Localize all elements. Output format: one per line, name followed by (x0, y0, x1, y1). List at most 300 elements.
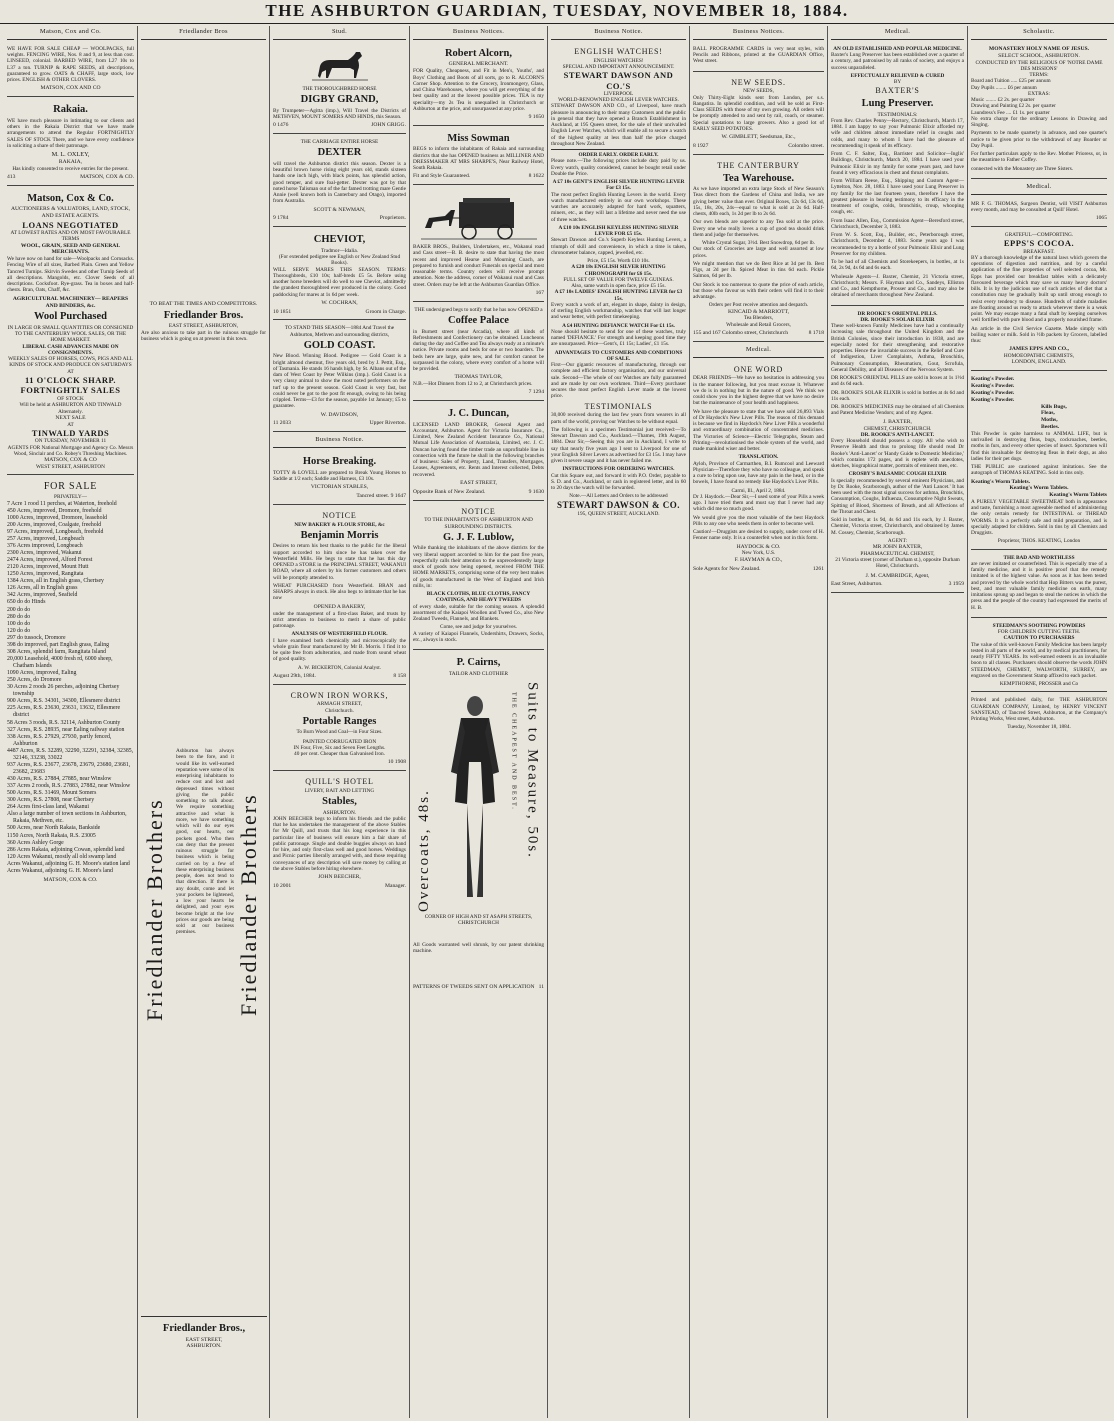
sale-lot: 225 Acres, R.S. 23630, 23631, 13632, Ellesmere district (7, 705, 121, 719)
sale-lot: 297 do tussock, Dromore (7, 634, 66, 641)
ad-haydock: HAYDOCK & CO. (736, 543, 781, 550)
ad-body3: Come, see and judge for yourselves. (440, 624, 517, 631)
ad-order-body: Please note.—The following prices include duty paid by us. Every watch, quality considered, cannot be bought retail under Double the Price. (551, 158, 686, 177)
ad-kempthorne: KEMPTHORNE, PROSSER and Co (999, 681, 1079, 688)
ad-sig: KINCAID & MARRIOTT, (728, 308, 789, 315)
cheviot-ad (273, 229, 406, 320)
ad-sig: W. GIMBLETT, Seedsman, Etc., (721, 134, 796, 141)
ladies-body: Every watch a work of art, elegant in shape, dainty in design, of sterling English workmanship, watches that will last longer and wear better, with perfect timekeeping. (551, 301, 686, 321)
ad-ref (273, 493, 406, 500)
ad-heading: P. Cairns, (456, 657, 501, 669)
ad-name: M. L. OXLEY, (51, 151, 90, 159)
ad-music: Music ........ £2 2s. per quarter (971, 97, 1035, 104)
column-1 (4, 26, 138, 1418)
testimonial-4: From Isaac Allen, Esq., Commission Agent—Beresford street, Christchurch, December 3, 1883. (831, 217, 964, 230)
imprint (971, 694, 1107, 734)
sale-lot: 97 Acres, improved, Longbeach, freehold (7, 528, 104, 535)
keating-line-2: Keating's Powder. (971, 383, 1015, 390)
ref-right: 1065 (1095, 215, 1107, 222)
ad-body: BALL PROGRAMME CARDS in very neat styles, with Pencils and Ribbons, printed at the GUARDIAN Office, West street. (693, 45, 824, 65)
matson-ad (7, 43, 134, 97)
dexter-ad (273, 136, 406, 227)
ad-ref (413, 984, 544, 991)
ad-loans: LOANS NEGOTIATED (22, 219, 119, 230)
lots-list (7, 501, 134, 875)
ad-weekly: WEEKLY SALES OF HORSES, COWS, PIGS AND ALL KINDS OF STOCK AND PRODUCE ON SATURDAYS AT (8, 356, 133, 375)
column-header: Stud. (273, 26, 406, 40)
ad-heading: G. J. F. Lublow, (442, 531, 515, 543)
ad-heading: ONE WORD (733, 364, 784, 374)
ad-agents: AGENTS FOR National Mortgage and Agency Co. Messrs Wood, Sinclair and Co. Robey's Threshing Machines. (7, 444, 134, 457)
column-5 (548, 26, 690, 1418)
sale-lot: 338 Acres, R.S. 27929, 27930, partly fenced, Ashburton (7, 733, 112, 747)
epps-ad (971, 229, 1107, 371)
ad-heading: Rakaia. (53, 104, 88, 116)
ad-note: Has kindly consented to receive entries for the present. (12, 165, 129, 172)
ad-body: JOHN BEECHER begs to inform his friends and the public that he has undertaken the management of the above Stables for Mr Quill, and trusts that his long experience in this particular line of business will ensure him a fair share of public patronage. Single and double buggies always on hand for hire, and only first-class well and good horses. Weddings and Picnic parties liberally arranged with, and those requiring conveyances of any description will save money by calling at the above Stables before hiring elsewhere. (273, 815, 406, 872)
ad-town: ASHBURTON. (322, 809, 357, 816)
ref-left: 413 (7, 173, 16, 180)
ad-wool: WOOL, GRAIN, SEED AND GENERAL MERCHANTS. (20, 242, 121, 256)
ref-right: 167 (535, 289, 544, 296)
ad-heading: CROWN IRON WORKS, (290, 690, 389, 700)
ad-cambridge: J. M. CAMBRIDGE, Agent, (865, 572, 930, 579)
ad-extras: EXTRAS: (1027, 90, 1051, 97)
ad-sub: GENERAL MERCHANT. (448, 61, 509, 68)
ad-whole: Wholesale Agents—J. Baxter, Chemist, 21 Victoria street, Christchurch; Messrs. F. Hayman and Co., Sandeys, Elliston and Co., and Kempthorne, Prosser and Co., and may also be obtained of merchants throughout New Zealand. (831, 273, 964, 299)
ad-livery: LIVERY, BAIT AND LETTING (304, 787, 375, 794)
for-sale-ad (7, 477, 134, 888)
ad-heading: FOR SALE (43, 481, 98, 493)
ad-crosby-sold: Sold in bottles, at 1s 9d, 4s 6d and 11s each, by J. Baxter, Chemist, Victoria street, Christchurch, and obtained by James M. Cossey, Chemist, Scarborough. (831, 517, 964, 536)
tailor-figure-icon (443, 692, 507, 902)
ad-sugar2: Our stock of Groceries are large and well assorted at low prices. (693, 246, 824, 259)
ad-cheaper: 40 per cent. Cheaper than Galvanised Iron. (294, 751, 385, 758)
ad-heading: ENGLISH WATCHES! (574, 46, 663, 56)
ad-body: DEAR FRIENDS—We have no hesitation in addressing you in the manner following, but you must excuse it. Whatever we do is in nothing but in the nature of good. We think we could show you in the highest degree that we have no desire but the maintenance of your health and happiness. (693, 375, 824, 407)
ad-solar-price: DR. ROOKE'S SOLAR ELIXIR is sold in bottles at 4s 6d and 11s each. (831, 389, 964, 402)
ad-body: While thanking the inhabitants of the above districts for the very liberal support accorded to him for the past five years, respectfully calls their attention to the unprecedentedly large stock of goods now being opened, received FROM THE HOME MARKETS, comprising some of the very best makes of goods manufactured in the West of England and Irish mills, in: (413, 545, 544, 589)
column-6 (690, 26, 828, 1418)
ad-agent: AGENT: (887, 537, 908, 544)
horse-breaking-ad (273, 451, 406, 505)
ad-body: LICENSED LAND BROKER, General Agent and Accountant, Ashburton. Agent for Victoria Insurance Co., Limited, New Zealand Accident Insurance Co., National Mutual Life Association of Australasia, Limited, etc. J. C. Duncan having found the timber trade an unprofitable line in connection with the future he shall in the following branches of business: Sales of Property, Land, Transfers, Mortgages, Leases, Agreements, etc. Rents and Interest collected, Debts recovered. (413, 421, 544, 478)
testimonial-2: From C. F. Salter, Esq., Barrister and Solicitor—Inglis' Buildings, Christchurch, March 20, 1884. I have used your Pulmonic Elixir in my family for some years past, and have found it very efficacious in chest and throat complaints. (831, 151, 964, 176)
ad-world: WORLD-RENOWNED ENGLISH LEVER WATCHES. (558, 97, 679, 104)
friedlander-bottom-ad (141, 1316, 267, 1350)
tea-warehouse-ad (693, 157, 824, 342)
column-header: Friedlander Bros (141, 26, 266, 40)
ad-crosby: CROSBY'S BALSAMIC COUGH ELIXIR (848, 471, 947, 478)
vertical-title-right: Friedlander Brothers (236, 793, 261, 1016)
ad-city: Christchurch. (325, 707, 354, 714)
sale-lot: 360 Acres Ashley Gorge (7, 839, 64, 846)
keating-line-3: Keating's Powder. (971, 389, 1015, 396)
ad-no-extra: No extra charge for the ordinary Lessons in Drawing and Singing. (971, 115, 1107, 129)
ad-notice-body: TO THE INHABITANTS OF ASHBURTON AND SURROUNDING DISTRICTS. (424, 517, 533, 530)
sale-lot: 1150 Acres, North Rakaia, R.S. 23005 (7, 832, 96, 839)
ad-pre: THE CARRIAGE ENTIRE HORSE (300, 139, 379, 146)
ad-payments: Payments to be made quarterly in advance, and one quarter's notice to be given prior to the withdrawal of any Boarder or Day Pupil. (971, 130, 1107, 149)
price-1: Price, £5 15s. Worth £10 10s. (587, 258, 650, 265)
keating-line-4: Keating's Powder. (971, 396, 1015, 403)
ad-sub2: Wholesale and Retail Grocers, (726, 321, 791, 328)
ref-left: 10 1851 (273, 308, 292, 315)
ad-heading: Robert Alcorn, (444, 47, 513, 59)
ad-ref (413, 173, 544, 180)
masthead-title: THE ASHBURTON GUARDIAN, TUESDAY, NOVEMBER 18, 1884. (265, 1, 849, 21)
ad-cured: EFFECTUALLY RELIEVED & CURED (850, 72, 945, 79)
ad-ref (693, 330, 824, 337)
ref-right: Groom in Charge. (365, 308, 406, 315)
ad-text: WE HAVE FOR SALE CHEAP — WOOLPACKS, full weights. FENCING WIRE, Nos. 8 and 9, at less than cost. LINSEED, colonial. BARBED WIRE, from L27 10s to L37 a ton. TURNIP & RAPE SEEDS, all descriptions, guaranteed to grow. OATS & CHAFF, large stock, low prices. ENGLISH & OTHER CLOVERS. (7, 45, 134, 84)
ad-notice: NOTICE (461, 506, 496, 516)
ad-sig: MATSON, COX & CO (44, 457, 97, 464)
ad-stewart: STEWART DAWSON AND CO.'S (563, 70, 674, 91)
ad-heading: Tea Warehouse. (723, 172, 794, 184)
testimonial-1: From Rev. Charles Penny—Rectory, Christchurch, March 17, 1884. I am happy to say your Pulmonic Elixir afforded my wife and children almost immediate relief in coughs and colds, and many to whom I have had the pleasure of recommending it speak of its efficacy. (831, 117, 964, 149)
ad-bew: We would give you the most valuable of the best Haydock Pills to any one who needs them in order to become well. (693, 514, 824, 527)
ad-next-sale: NEXT SALE (55, 414, 86, 421)
ad-body: All Goods warranted well shrunk, by our patent shrinking machine. (413, 942, 544, 955)
ad-ref (273, 883, 406, 890)
ad-body: TOTTY & LOVELL are prepared to Break Young Horses to Saddle at 1/2 each; Saddle and Harness, £3 10s. (273, 469, 406, 483)
ad-ref (273, 673, 406, 680)
ref-right: Proprietors. (379, 215, 406, 222)
gold-coast-ad (273, 322, 406, 432)
coffee-palace-ad (413, 304, 544, 401)
ad-private: PRIVATELY— (54, 494, 87, 501)
ad-body: BEGS to inform the inhabitants of Rakaia and surrounding districts that she has OPENED business as MILLINER AND DRESSMAKER AT MRS SHARPE'S, Near Railway Hotel, South Rakaia. (413, 146, 544, 172)
ad-sub: Tea Blenders, (743, 315, 774, 322)
adv-title: ADVANTAGES TO CUSTOMERS AND CONDITIONS OF SALE. (554, 349, 683, 362)
ad-ref (273, 420, 406, 427)
sale-lot: 20,000 Leasehold, 4000 fresh rd, 6000 sheep, Chatham Islands (7, 655, 113, 670)
ad-heading2: ENGLISH WATCHES! (593, 57, 644, 64)
ad-baxter: BAXTER'S (875, 86, 920, 96)
ad-heading: Coffee Palace (448, 315, 509, 327)
ad-body: The value of this well-known Family Medicine has been largely tested in all parts of the world, and by medical practitioners, for nearly FIFTY YEARS. Its well-earned esteem is an invaluable boon to all classes. Purchasers should observe the words JOHN STEEDMAN, CHEMIST, WALWORTH, SURREY, are engraved on the Government Stamp affixed to each packet. (971, 641, 1107, 679)
sale-lot: 2474 Acres, improved, Alford Forest (7, 557, 93, 564)
keating-beetles: Beetles. (1041, 423, 1060, 430)
ad-public: THE PUBLIC are cautioned against imitations. See the autograph of THOMAS KEATING. Sold in tins only. (971, 464, 1107, 477)
imprint-body: Printed and published daily, for THE ASHBURTON GUARDIAN COMPANY, Limited, by HENRY VINCENT SANSTEAD, of Tancred Street, Ashburton, at the Company's Printing Works, West street, Ashburton. (971, 697, 1107, 723)
thomas-ad (971, 198, 1107, 227)
ad-footer: MATSON, COX & CO. (43, 876, 98, 883)
column-3 (270, 26, 410, 1418)
ad-heading: CHEVIOT, (313, 234, 366, 246)
ad-pre: TO STAND THIS SEASON—1884 And Travel the Ashburton, Methven and surrounding districts, (284, 325, 395, 338)
ad-at: AT (67, 421, 74, 428)
ad-sub: TAILOR AND CLOTHIER (448, 670, 508, 677)
ad-worm-body: A PURELY VEGETABLE SWEETMEAT both in appearance and taste, furnishing a most agreeable method of administering the only certain remedy for INTESTINAL or THREAD WORMS. It is a perfectly safe and mild preparation, and is specially adapted for children. Sold in tins by all Chemists and Druggists. (971, 498, 1107, 537)
ad-heading: Lung Preserver. (861, 98, 934, 110)
cairns-ad (413, 652, 544, 1032)
monastery-ad (971, 43, 1107, 179)
ad-drawing: Drawing and Painting £2 2s. per quarter (971, 103, 1056, 110)
ad-sold: To be had of all Chemists and Storekeepers, in bottles, at 1s 6d, 2s 9d, 4s 6d and 6s each. (831, 259, 964, 272)
ladies-1: Also, same watch in open face, price £5 15s. (571, 283, 666, 290)
ad-sizes: IN Four, Five, Six and Seven Feet Lengths. (293, 744, 386, 751)
ad-items: BLACK CLOTHS, BLUE CLOTHS, FANCY COATINGS, AND HEAVY TWEEDS (426, 591, 531, 604)
ad-baxter-agent: J. BAXTER, (883, 418, 912, 425)
ad-heading: THE BAD AND WORTHLESS (1003, 554, 1075, 561)
ad-body: Are also anxious to take part in the ruinous struggle for business which is going on at present in this town. (141, 329, 266, 342)
ad-sugar3: We might mention that we do Best Rice at 3d per lb. Best Figs, at 2d per lb. Spiced Meat in tins 6d each. Pickle Salmon, 6d per lb. (693, 260, 824, 280)
sale-lot: 650 do do Hinds (7, 599, 46, 606)
seeds-ad (693, 74, 824, 155)
ad-side-overcoats: Overcoats, 48s. (416, 789, 432, 913)
column-8 (968, 26, 1110, 1418)
ad-body-wheat: WHEAT PURCHASED from Westerfield. BRAN and SHARPS always in stock. He also begs to intimate that he has now (273, 582, 406, 602)
adv-body: First—Our gigantic resources of manufacturing, through our complete and efficient factory organisation, and our universal sale. Second—The whole of our Watches are fully guaranteed and are made by our own workmen. Third—Every purchaser secures the most perfect English Lever made at the lowest price. (551, 362, 686, 400)
ad-street: EAST STREET, (185, 1336, 223, 1343)
ad-rooke-med: DR. ROOKE'S MEDICINES may be obtained of all Chemists and Patent Medicine Vendors; and of my Agent. (831, 404, 964, 417)
sale-lot: Acres Wakanui, adjoining G. H. Moore's station land (7, 860, 130, 867)
ad-translation: TRANSLATION. (738, 454, 779, 461)
ad-fayman: F. HAYMAN & CO., (734, 556, 783, 563)
ad-ref (971, 215, 1107, 222)
column-header: Business Notices. (413, 26, 544, 40)
ref-right: 9 1650 (528, 114, 544, 121)
ad-side-suits: Suits to Measure, 50s. (524, 682, 541, 860)
ad-heading: Horse Breaking. (302, 456, 377, 468)
ad-by: BY (893, 79, 902, 86)
imprint-date: Tuesday, November 18, 1884. (1007, 724, 1071, 731)
ref-left: 11 2033 (273, 420, 291, 427)
ad-pre: THE THOROUGHBRED HORSE (302, 85, 377, 92)
ref-right: Colombo street. (788, 142, 824, 149)
keating-kills: Kills Bugs, (1041, 403, 1067, 410)
gf-body: None should hesitate to send for one of these watches, truly named 'DEFIANCE.' For strength and keeping good time they are unsurpassed. Price—Gent's, £1 15s; Ladies', £1 15s. (551, 328, 686, 348)
ref-right: 11 (538, 984, 544, 991)
column-header: Business Notice. (551, 26, 686, 40)
ref-left: East Street, Ashburton. (831, 581, 883, 588)
sale-lot: 286 Acres Rakaia, adjoining Cowan, splendid land (7, 846, 125, 853)
ad-sub: FOR CHILDREN CUTTING TEETH. (997, 629, 1081, 636)
watch-2-title: A £10 10s ENGLISH KEYLESS HUNTING SILVER LEVER FOR £5 15s. (558, 224, 679, 238)
ad-heading: J. C. Duncan, (448, 408, 509, 420)
ad-sub: AUCTIONEERS & VALUATORS, LAND, STOCK, AND ESTATE AGENTS. (10, 206, 131, 219)
testimonial-3: From William Reese, Esq., Shipping and Custom Agent—Lyttelton, Nov. 28, 1883. I have used your Lung Preserver in my family for the last fourteen years, therefore I have the greatest pleasure in bearing testimony to its efficacy in the treatment of coughs, colds, bronchitis, croup, whooping cough, etc. (831, 178, 964, 216)
ad-heading: Matson, Cox & Co. (27, 192, 114, 204)
ad-analysis: ANALYSIS OF WESTERFIELD FLOUR. (291, 631, 388, 638)
ad-heading: DR ROOKE'S ORIENTAL PILLS. (857, 310, 938, 317)
column-header: Medical. (831, 26, 964, 40)
ad-further: For further particulars apply to the Rev. Mother Prioress, or, in the meantime to Father Coffey. (971, 151, 1107, 164)
newspaper-page (4, 26, 1110, 1418)
watch-2-body: Stewart Dawson and Co.'s Superb Keyless Hunting Levers, a triumph of skill and convenience, in which a time is taken, chronometer balance, capped, jewelled, etc. (551, 237, 686, 256)
sale-lot: 337 Acres 2 roods, R.S. 27883, 27882, near Winslow (7, 783, 131, 790)
ball-cards-ad (693, 43, 824, 72)
ad-wp-body: IN LARGE OR SMALL QUANTITIES OR CONSIGNED TO THE CANTERBURY WOOL SALES, OR THE HOME MARKET. (7, 324, 134, 344)
worm-3: Keating's Worm Tablets (1049, 492, 1107, 499)
sale-lot: 500 Acres, near North Rakaia, Bankside (7, 825, 101, 832)
ad-crosby-body: Is specially recommended by several eminent Physicians, and by Dr. Rooke, Scarborough, author of the 'Anti Lancet.' It has been used with the most signal success for asthma, Bronchitis, Consumption, Coughs, Influenza, Consumptive Night Sweats, Spitting of Blood, Shortness of Breath, and all Affections of the Throat and Chest. (831, 477, 964, 515)
ad-heading: GOLD COAST. (303, 339, 376, 351)
ref-right: 8 158 (393, 672, 406, 679)
ad-notice: NOTICE (322, 510, 357, 520)
ad-ref (413, 389, 544, 396)
steedman-ad (971, 620, 1107, 693)
ad-old-body: Baxter's Lung Preserver has been established over a quarter of a century, and patronised by all ranks of society, and enjoys a success unparalleled. (831, 52, 964, 71)
sd-big: STEWART DAWSON & CO. (556, 499, 681, 510)
ad-translation-body: Ayloh, Province of Carmarthen, B.I. Rumcool and Leeward Physician—Therefore they who have no colleague, and speak a cure to bring upon use, have any pain in the head, or in the bowels, I have found no remedy like Haydock's Liver Pills. (693, 460, 824, 486)
ad-body: FOR Quality, Cheapness, and Fit in Men's, Youths', and Boys' Clothing and Boots of all sorts, go to R. ALCORN'S Corner Shop. Attention to the Grocery, Ironmongery, Glass, and China Warehouses, where you will get everything of the best quality and at the lowest possible prices. TEA is my speciality—my 2s Tea is unequalled in Christchurch or Ashburton at the price, and unsurpassed at any price. (413, 68, 544, 112)
ad-ref (273, 759, 406, 766)
ad-order: ORDER EARLY. ORDER EARLY. (578, 152, 659, 159)
section-header: Medical. (971, 181, 1107, 195)
ad-sig: JOHN BEECHER, (318, 874, 361, 881)
watch-1-title: A £7 10s GENT'S ENGLISH SILVER HUNTING LEVER For £3 15s. (552, 179, 685, 192)
keating-line-1: Keating's Powder. (971, 376, 1015, 383)
sale-lot: 200 do do (7, 606, 31, 613)
lublow-ad (413, 503, 544, 651)
sale-lot: 398 do improved, part English grass, Ealing (7, 641, 110, 648)
ad-body2: We have the pleasure to state that we have sold 26,893 Vials of Dr Haydock's New Liver Pills. The reason of this demand is because we find in Haydock's New Liver Pills a wonderful and extraordinary combination of concentrated medicines. The Victories of Science—Electric Telegraphs, Steam and Printing—revolutionised the whole system of the world, and made mankind wiser and better. (693, 408, 824, 453)
sale-lot: 1000 Acres, improved, Dromore, leasehold (7, 514, 107, 521)
ad-board: Board and Tuition ..... £25 per annum (971, 78, 1051, 85)
ad-baxter-agent2: CHEMIST, CHRISTCHURCH. (863, 425, 932, 432)
ad-name: Friedlander Bros. (163, 309, 244, 321)
keating-ad (971, 373, 1107, 549)
ad-civil: An article in the Civil Service Gazette. Made simply with boiling water or milk. Sold in ½lb packets by Grocers, labelled thus: (971, 325, 1107, 345)
ad-keating-prop: Proprietor, THOS. KEATING, London (997, 538, 1081, 545)
ad-heading: STEEDMAN'S SOOTHING POWDERS (992, 622, 1086, 629)
ad-heading: Benjamin Morris (300, 529, 379, 541)
ad-pre: THE undersigned begs to notify that he has now OPENED a (414, 306, 543, 313)
ad-body: BAKER BROS., Builders, Undertakers, etc., Wakanui road and Cass street—B. B. desire to state that having the most recent and improved Hearse and Mourning Coach, are prepared to furnish and conduct Funerals on special and most reasonable terms. Country orders will receive prompt attention. Note the address, corner of Wakanui road and Cass street. Orders may be left at the Ashburton Guardian Office. (413, 244, 544, 288)
sale-lot: 900 Acres, R.S. 34301, 34300, Ellesmere district (7, 698, 121, 705)
column-4 (410, 26, 548, 1418)
sale-lot: 1384 Acres, all in English grass, Chertsey (7, 578, 104, 585)
duncan-ad (413, 403, 544, 500)
ad-sig: W. DAVIDSON, (320, 411, 359, 418)
worm-2: Keating's Worm Tablets. (1009, 485, 1069, 492)
ad-tinwald: TINWALD YARDS (31, 428, 110, 438)
ad-note: (For extended pedigree see English or New Zealand Stud Books). (278, 254, 401, 267)
ad-town: ASHBURTON. (186, 1343, 222, 1350)
sd-addr: 195, QUEEN STREET, AUCKLAND. (577, 510, 660, 517)
instructions-body: Cut this Square out, and forward it with P.O. Order, payable to S. D. and Co., Auckland, or cash in registered letter, and in 60 to 20 days the watch will be forwarded. (551, 472, 686, 492)
ref-right: MATSON, COX & CO. (80, 173, 134, 180)
vertical-title-left: Friedlander Brothers (142, 798, 167, 1021)
ad-body: As we have imported an extra large Stock of New Season's Teas direct from the Gardens of China and India, we are giving better value than ever. Original Boxes, 12s 6d, 13s 6d, 15s, 18s, 20s, 24s—equal to what is sold at 2s 6d. Half-chests, 40lb each, 1s 2d per lb to 2s 6d. (693, 186, 824, 218)
ad-body: MR F. G. THOMAS, Surgeon Dentist, will VISIT Ashburton every month, and may be consulted at Quill' Hotel. (971, 200, 1107, 213)
masthead (0, 0, 1114, 24)
sale-lot: 327 Acres, R.S. 28935, near Ealing railway station (7, 726, 125, 733)
ad-agent-name: MR JOHN BAXTER, (872, 544, 923, 551)
ad-list: We have now on hand for sale—Woolpacks and Cornsacks. Fencing Wire of all sizes, Barbed Plain. Green and Yellow Tancred Turnips. Skirvin Swedes and other Turnip Seeds of all descriptions. Mangolds, etc. Clover Seeds of all descriptions. Cocksfoot. Rye-grass. Tea in boxes and half-chests. Bran, Oats, Chaff, &c. (7, 256, 134, 294)
ad-ref (413, 114, 544, 121)
keating-fleas: Fleas, (1041, 410, 1055, 417)
sale-lot: 500 Acres, R.S. 31469, Mount Somers (7, 790, 97, 797)
sale-lot: 126 Acres, all in English grass (7, 585, 78, 592)
ref-left: 155 and 167 Colombo street, Christchurch (693, 329, 789, 336)
ad-sugar4: Our Stock is too numerous to quote the price of each article, but those who favour us with their orders will find it to their advantage. (693, 281, 824, 301)
ad-james: JAMES EPPS AND CO., (1009, 346, 1069, 353)
ad-ranges: Portable Ranges (302, 715, 377, 727)
ref-left: August 29th, 1884. (273, 672, 316, 679)
ad-heading: NEW SEEDS. (731, 77, 786, 87)
sale-lot: 308 Acres, splendid farm, Rangitata Island (7, 648, 107, 655)
sale-lot: 937 Acres, R.S. 23677, 23678, 23679, 23680, 23681, 23682, 23683 (7, 761, 131, 775)
sale-lot: 257 Acres, improved, Longbeach (7, 535, 85, 542)
hearse-illustration-icon (419, 192, 539, 242)
ref-right: 8 1718 (808, 329, 824, 336)
sale-lot: 2300 Acres, improved, Wakanui (7, 550, 82, 557)
sale-lot: 376 Acres improved, Longbeach (7, 542, 83, 549)
ad-agent-addr: 21 Victoria street (corner of Durham st.), opposite Durham Hotel, Christchurch. (835, 557, 960, 570)
ad-wool-purchased: Wool Purchased (33, 311, 108, 323)
ref-right: 3 1959 (948, 581, 964, 588)
ad-body: Only Thirty-Eight kinds sent from London, per s.s. Rangatira. In splendid condition, and will be sold as First-Class SEEDS with those of my own growing. All orders will be promptly attended to and sent by rail, coach, or steamer. Special quotations to large growers. Also a good lot of EARLY SEED POTATOES. (693, 94, 824, 132)
ad-body: By Trumpeter—Agitta (imp.), Will Travel the Districts of METHVEN, MOUNT SOMERS AND HINDS, this Season. (273, 107, 406, 120)
ad-powder-body: This Powder is quite harmless to ANIMAL LIFE, but is unrivalled in destroying fleas, bugs, cockroaches, beetles, moths in furs, and every other species of insect. Sportsmen will find this invaluable for destroying fleas in their dogs, as also ladies for their pet dogs. (971, 430, 1107, 462)
ad-sig: W. COCHRAN, (321, 299, 358, 306)
ad-heading2: DR. ROOKE'S SOLAR ELIXIR (860, 316, 935, 323)
ad-sub: ARMAGH STREET, (316, 701, 363, 708)
ad-heading2: NEW SEEDS, (743, 88, 774, 95)
ad-text: WE have much pleasure in intimating to our clients and others in the Rakaia District that we have made arrangements to attend the Regular FORTNIGHTLY SALES OF STOCK There, and we have every confidence in soliciting a share of their patronage. (7, 117, 134, 149)
ref-right: Manager. (385, 883, 406, 890)
ref-right: Tancred street. 9 1647 (356, 493, 406, 500)
watch-3-title: A £20 18s ENGLISH SILVER HUNTING CHRONOGRAPH for £6 15s. (571, 264, 666, 277)
ad-ref (273, 309, 406, 316)
ad-body: WILL SERVE MARES THIS SEASON. TERMS: Thoroughbreds, £10 10s; half-breds £5 5s. Before using another horse breeders will do well to see Cheviot, admittedly the grandest thoroughbred ever produced in the colony. Good paddocking for mares at 1s 6d per week. (273, 266, 406, 298)
ad-name: Friedlander Bros., (162, 1323, 246, 1334)
ad-signature: MATSON, COX AND CO (40, 85, 101, 92)
ad-of-stock: OF STOCK (57, 395, 84, 402)
testimonial-5: From W. S. Scott, Esq., Builder, etc., Peterborough street, Christchurch, December 4, 1883. Some years ago I was recommended to try a bottle of your Pulmonic Elixir and Lung Preserver for my children. (831, 232, 964, 257)
ad-place: RAKAIA, (58, 158, 83, 165)
ad-anti-body: Every Household should possess a copy. All who wish to Preserve Health and thus to prolong life should read Dr Rooke's 'Anti-Lancet' or 'Handy Guide to Domestic Medicine,' which contains 172 pages, and is replete with anecdotes, sketches, biographical matter, portraits of eminent men, etc. (831, 438, 964, 470)
ad-london: LONDON, ENGLAND. (1011, 359, 1067, 366)
sale-lot: 4487 Acres, R.S. 32289, 32290, 32291, 32384, 32385, 32146, 33238, 33022 (7, 747, 134, 761)
ad-homeo: HOMOEOPATHIC CHEMISTS, (1003, 353, 1075, 360)
hop-bitters-ad (971, 552, 1107, 618)
ad-body2: Our own blends are superior to any Tea sold at the price. Every one who really loves a cup of good tea should drink them and judge for themselves. (693, 219, 824, 238)
rakaia-ad (7, 99, 134, 185)
ad-body: are never imitated or counterfeited. This is especially true of a family medicine, and it is positive proof that the remedy imitated is of the highest value. As soon as it has been tested and proved by the whole world that Hop Bitters was the purest, best, and most valuable family medicine on earth, many imitations sprung up and began to steal the notices in which the press and the people of the country had expressed the merits of H. B. (971, 560, 1107, 611)
ad-sig-b: WEST STREET, ASHBURTON (36, 463, 105, 470)
ad-tinwald-date: ON TUESDAY, NOVEMBER 11 (34, 438, 107, 445)
ad-street: EAST STREET, ASHBURTON, (168, 323, 239, 330)
sale-lot: 450 Acres, improved, Dromore, freehold (7, 507, 102, 514)
worm-1: Keating's Worm Tablets. (971, 478, 1031, 485)
ad-agent-sub: PHARMACEUTICAL CHEMIST, (860, 550, 935, 557)
sale-lot: 280 do do (7, 613, 31, 620)
ref-right: 8 1622 (528, 173, 544, 180)
ad-heading: QUILL'S HOTEL (305, 777, 374, 787)
crown-iron-ad (273, 687, 406, 772)
sale-lot: 58 Acres 3 roods, R.S. 32114, Ashburton County (7, 719, 121, 726)
ad-analysis-sig: A. W. BICKERTON, Colonial Analyst. (297, 664, 382, 671)
sale-lot: Acres Wakanui, adjoining G. H. Moore's land (7, 867, 113, 874)
ad-body: in Burnett street (near Arcadia), where all kinds of Refreshments and Confectionery can be obtained. Luncheons during the day and Coffee and Tea always ready at a minute's notice. Private rooms and beds for one or two boarders. The beds here are large, quite new, and for comfort cannot be surpassed in the colony, where every comfort of a home will be provided. (413, 328, 544, 373)
ad-special: SPECIAL AND IMPORTANT ANNOUNCEMENT. (562, 63, 675, 70)
ref-left: 8 1927 (693, 142, 709, 149)
ad-orders: Orders per Post receive attention and despatch. (708, 302, 809, 309)
sale-lot: Also a large number of town sections in Ashburton, Rakaia, Methven, etc. (7, 811, 127, 825)
sowman-ad (413, 128, 544, 185)
ad-addr: EAST STREET, (460, 479, 497, 486)
ad-ref (273, 122, 406, 129)
ad-ref (273, 215, 406, 222)
keating-moths: Moths, (1041, 417, 1058, 424)
sale-lot: 264 Acres first-class land, Wakanui (7, 804, 90, 811)
stewart-dawson-ad (551, 43, 686, 521)
